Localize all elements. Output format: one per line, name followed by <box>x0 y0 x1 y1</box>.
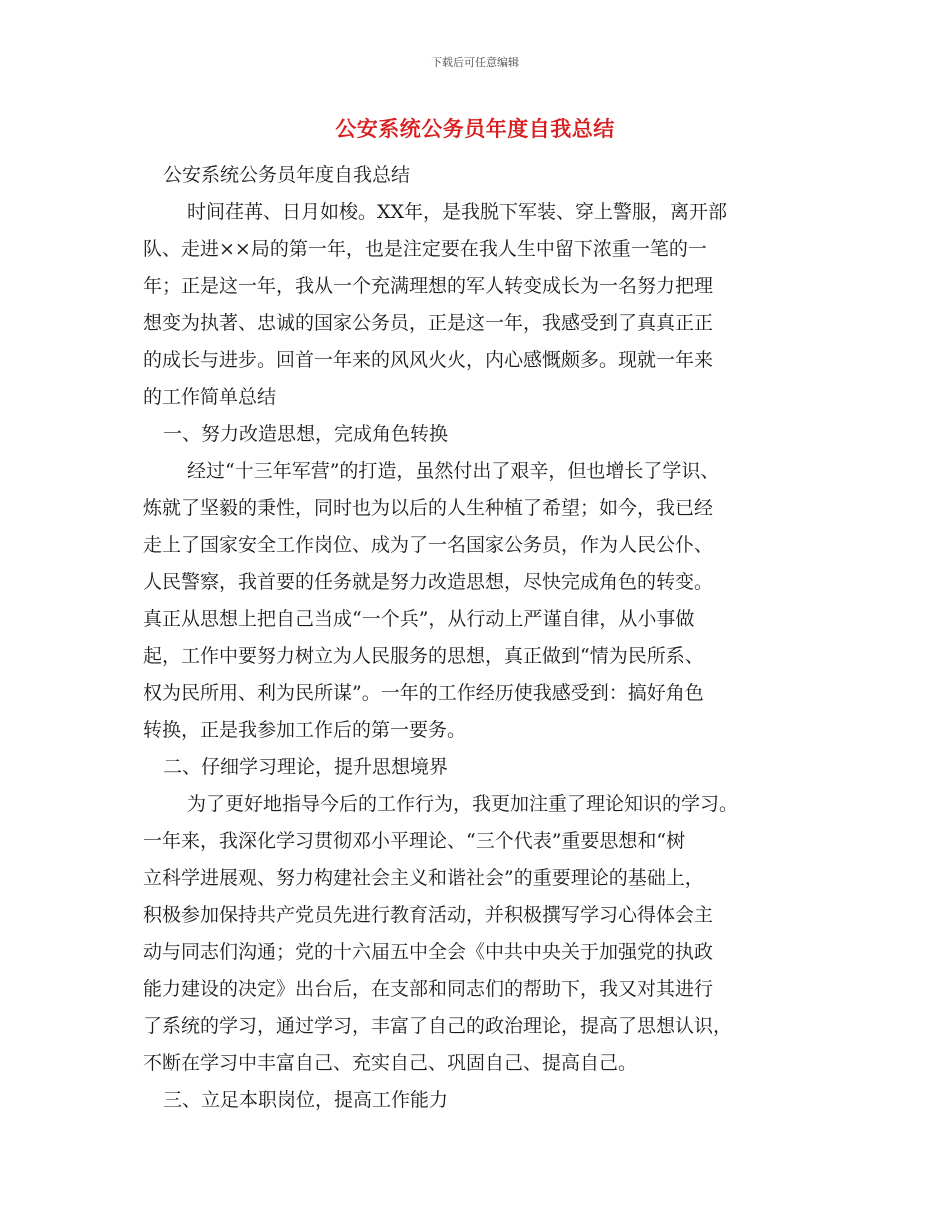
text-line: 时间荏苒、日月如梭。XX年，是我脱下军装、穿上警服，离开部 <box>187 201 728 223</box>
text-line: 积极参加保持共产党员先进行教育活动，并积极撰写学习心得体会主 <box>143 904 714 926</box>
text-line: 权为民所用、利为民所谋”。一年的工作经历使我感受到：搞好角色 <box>143 682 704 704</box>
text-line: 年；正是这一年，我从一个充满理想的军人转变成长为一名努力把理 <box>143 275 714 297</box>
header-note: 下载后可任意编辑 <box>431 56 519 69</box>
text-line: 经过“十三年军营”的打造，虽然付出了艰辛，但也增长了学识、 <box>187 460 720 482</box>
text-line: 二、仔细学习理论，提升思想境界 <box>163 756 449 778</box>
text-line: 了系统的学习，通过学习，丰富了自己的政治理论，提高了思想认识， <box>143 1015 733 1037</box>
document-body <box>143 157 808 1119</box>
text-line: 公安系统公务员年度自我总结 <box>163 164 411 186</box>
text-line: 的工作简单总结 <box>143 386 277 408</box>
document-title: 公安系统公务员年度自我总结 <box>335 117 615 141</box>
text-line: 起，工作中要努力树立为人民服务的思想，真正做到“情为民所系、 <box>143 645 704 667</box>
text-line: 转换，正是我参加工作后的第一要务。 <box>143 719 467 741</box>
text-line: 一、努力改造思想，完成角色转换 <box>163 423 449 445</box>
text-line: 能力建设的决定》出台后，在支部和同志们的帮助下，我又对其进行 <box>143 978 714 1000</box>
text-line: 人民警察，我首要的任务就是努力改造思想，尽快完成角色的转变。 <box>143 571 714 593</box>
text-line: 不断在学习中丰富自己、充实自己、巩固自己、提高自己。 <box>143 1052 638 1074</box>
text-line: 三、立足本职岗位，提高工作能力 <box>163 1089 449 1111</box>
text-line: 一年来，我深化学习贯彻邓小平理论、“三个代表”重要思想和“树 <box>143 830 686 852</box>
text-line: 炼就了坚毅的秉性，同时也为以后的人生种植了希望；如今，我已经 <box>143 497 714 519</box>
text-line: 立科学进展观、努力构建社会主义和谐社会”的重要理论的基础上， <box>143 867 704 889</box>
text-line: 动与同志们沟通；党的十六届五中全会《中共中央关于加强党的执政 <box>143 941 714 963</box>
text-line: 的成长与进步。回首一年来的风风火火，内心感慨颇多。现就一年来 <box>143 349 714 371</box>
text-line: 队、走进××局的第一年，也是注定要在我人生中留下浓重一笔的一 <box>143 238 707 260</box>
text-line: 想变为执著、忠诚的国家公务员，正是这一年，我感受到了真真正正 <box>143 312 714 334</box>
text-line: 为了更好地指导今后的工作行为，我更加注重了理论知识的学习。 <box>187 793 739 815</box>
text-line: 真正从思想上把自己当成“一个兵”，从行动上严谨自律，从小事做 <box>143 608 695 630</box>
text-line: 走上了国家安全工作岗位、成为了一名国家公务员，作为人民公仆、 <box>143 534 714 556</box>
